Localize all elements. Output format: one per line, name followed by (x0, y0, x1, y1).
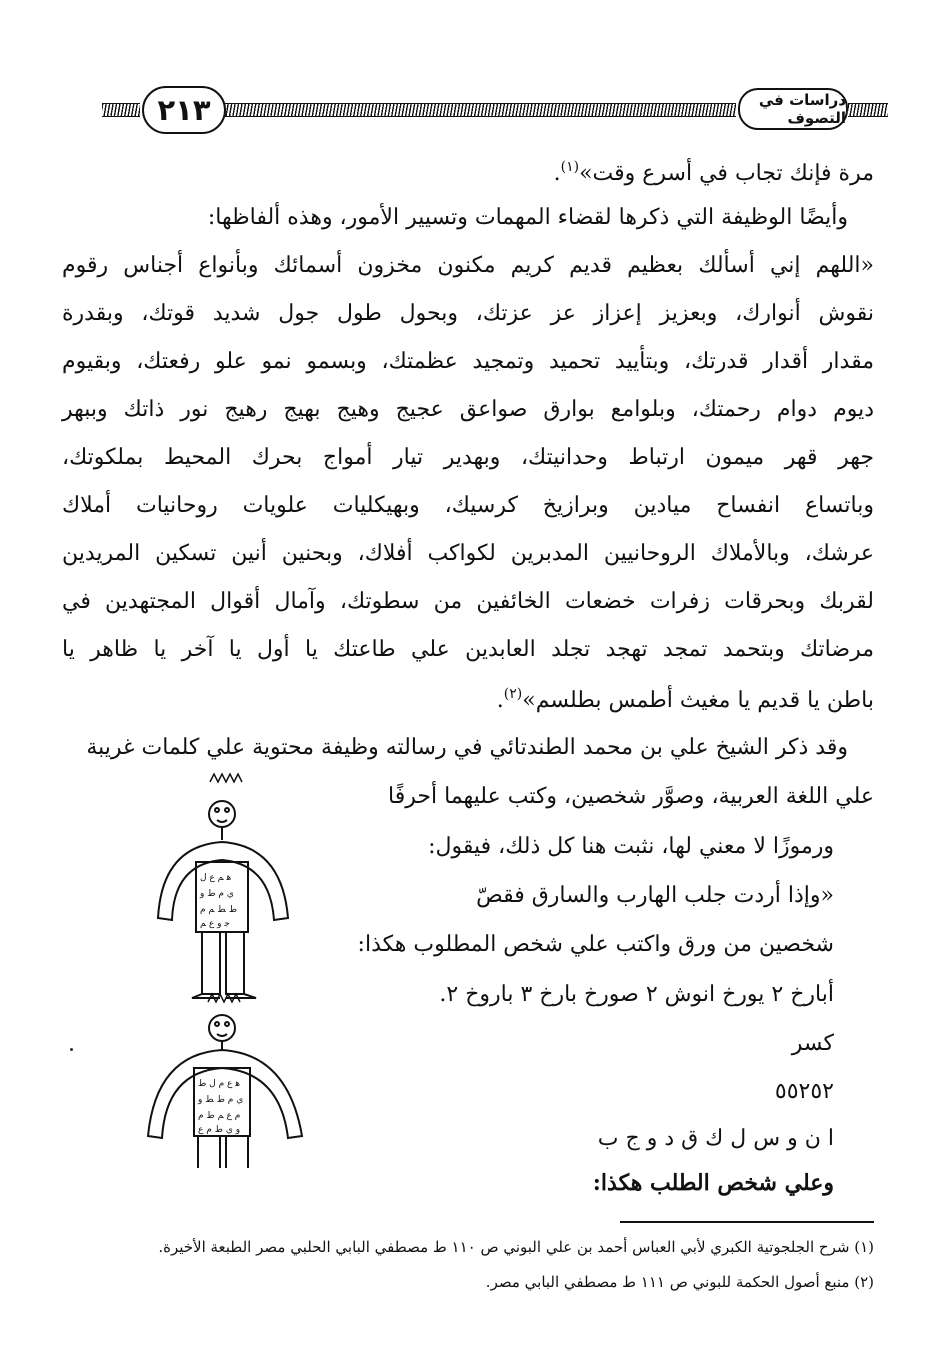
text-line-6: ديوم دوام رحمتك، وبلوامع بوارق صواعق عجيج وهيج بهيج رهيج نور ذاتك وببهر (62, 397, 874, 422)
text-line-9: عرشك، وبالأملاك الروحانيين المدبرين لكواكب أفلاك، وبحنين أنين تسكين المريدين (62, 541, 874, 566)
page-header (102, 84, 888, 134)
figure-upper (158, 774, 288, 998)
footnote-ref-1: (١) (560, 159, 580, 175)
text-line-18: أبارخ ٢ يورخ انوش ٢ صورخ بارخ ٣ باروخ ٢. (439, 982, 834, 1007)
svg-text:ﻭ ﻱ ﻁ ﻡ ﻉ: ﻭ ﻱ ﻁ ﻡ ﻉ (198, 1125, 241, 1135)
text-line-14: علي اللغة العربية، وصوَّر شخصين، وكتب عليهما أحرفًا (388, 784, 874, 809)
text-line-20: ٥٥٢٥٢ (774, 1079, 834, 1104)
text-line-4: نقوش أنوارك، وبعزيز إعزاز عز عزتك، وبحول طول جول شديد قوتك، وبقدرة (62, 301, 874, 326)
text-line-8: وباتساع انفساح ميادين وبرازيخ كرسيك، وبهيكليات علويات روحانيات أملاك (62, 493, 874, 518)
talisman-figures-illustration (138, 768, 328, 1168)
text-line-13: وقد ذكر الشيخ علي بن محمد الطندتائي في رسالته وظيفة محتوية علي كلمات غريبة (86, 735, 848, 760)
footnote-separator (620, 1221, 874, 1223)
text-line-15: ورموزًا لا معني لها، نثبت هنا كل ذلك، فيقول: (428, 834, 834, 859)
text-line-2: وأيضًا الوظيفة التي ذكرها لقضاء المهمات وتسيير الأمور، وهذه ألفاظها: (207, 205, 848, 230)
page-number: ٢١٣ (142, 86, 226, 134)
text-line-16: «وإذا أردت جلب الهارب والسارق فقصّ (476, 883, 834, 908)
text-line-12: باطن يا قديم يا مغيث أطمس بطلسم»$^{(٢)}$. (496, 686, 874, 713)
svg-text:ﻱ ﻡ ﻁ ﻭ: ﻱ ﻡ ﻁ ﻭ (200, 889, 234, 899)
svg-text:ﻫ ﻉ ﻡ ﻝ ﻁ: ﻫ ﻉ ﻡ ﻝ ﻁ (198, 1079, 240, 1089)
header-ornament-left (102, 103, 140, 117)
text-line-5: مقدار أقدار قدرتك، وبتأييد تحميد وتمجيد عظمتك، وبسمو نمو علو رفعتك، وبقيوم (62, 349, 874, 374)
running-title: دراسات في التصوف (738, 88, 848, 130)
text-line-17: شخصين من ورق واكتب علي شخص المطلوب هكذا: (357, 932, 834, 957)
text-line-11: مرضاتك وبتحمد تمجد تهجد تجلد العابدين علي طاعتك يا أول يا آخر يا ظاهر يا (62, 637, 874, 662)
text-line-22: وعلي شخص الطلب هكذا: (592, 1170, 834, 1196)
footnote-1: (١) شرح الجلجوتية الكبري لأبي العباس أحمد بن علي البوني ص ١١٠ ط مصطفي البابي الحلبي مصر الطبعة الأخيرة. (158, 1238, 874, 1256)
text-line-1: مرة فإنك تجاب في أسرع وقت»$^{(١)}$. (553, 159, 874, 186)
svg-text:ﻫ ﻢ ﻉ ﻝ: ﻫ ﻢ ﻉ ﻝ (200, 873, 232, 883)
text-line-19: كسر (791, 1031, 834, 1056)
text-line-3: «اللهم إني أسألك بعظيم قديم كريم مكنون مخزون أسمائك وبأنواع أجناس رقوم (62, 253, 874, 278)
text-line-21: ا ن و س ل ك ق د و ج ب (597, 1126, 834, 1151)
svg-text:ﻡ ﻉ ﻢ ﻁ ﻡ: ﻡ ﻉ ﻢ ﻁ ﻡ (198, 1111, 241, 1121)
text-line-7: جهر قهر ميمون ارتباط وحدانيتك، وبهدير تيار أمواج بحرك المحيط بملكوتك، (62, 445, 874, 470)
svg-text:ﻱ ﻡ ﻁ ﻂ ﻭ: ﻱ ﻡ ﻁ ﻂ ﻭ (198, 1095, 244, 1105)
header-ornament-right (848, 103, 888, 117)
svg-text:ﻁ ﻂ ﻢ ﻡ: ﻁ ﻂ ﻢ ﻡ (200, 905, 238, 915)
text-line-10: لقربك وبحرقات زفرات خضعات الخائفين من سطوتك، وآمال أقوال المجتهدين في (62, 589, 874, 614)
header-ornament-middle (224, 103, 736, 117)
footnote-2: (٢) منبع أصول الحكمة للبوني ص ١١١ ط مصطفي البابي مصر. (485, 1273, 874, 1291)
scan-speck (70, 1048, 73, 1051)
footnote-ref-2: (٢) (503, 686, 523, 702)
svg-text:ﺟ ﻭ ﻉ ﻢ: ﺟ ﻭ ﻉ ﻢ (200, 919, 230, 929)
